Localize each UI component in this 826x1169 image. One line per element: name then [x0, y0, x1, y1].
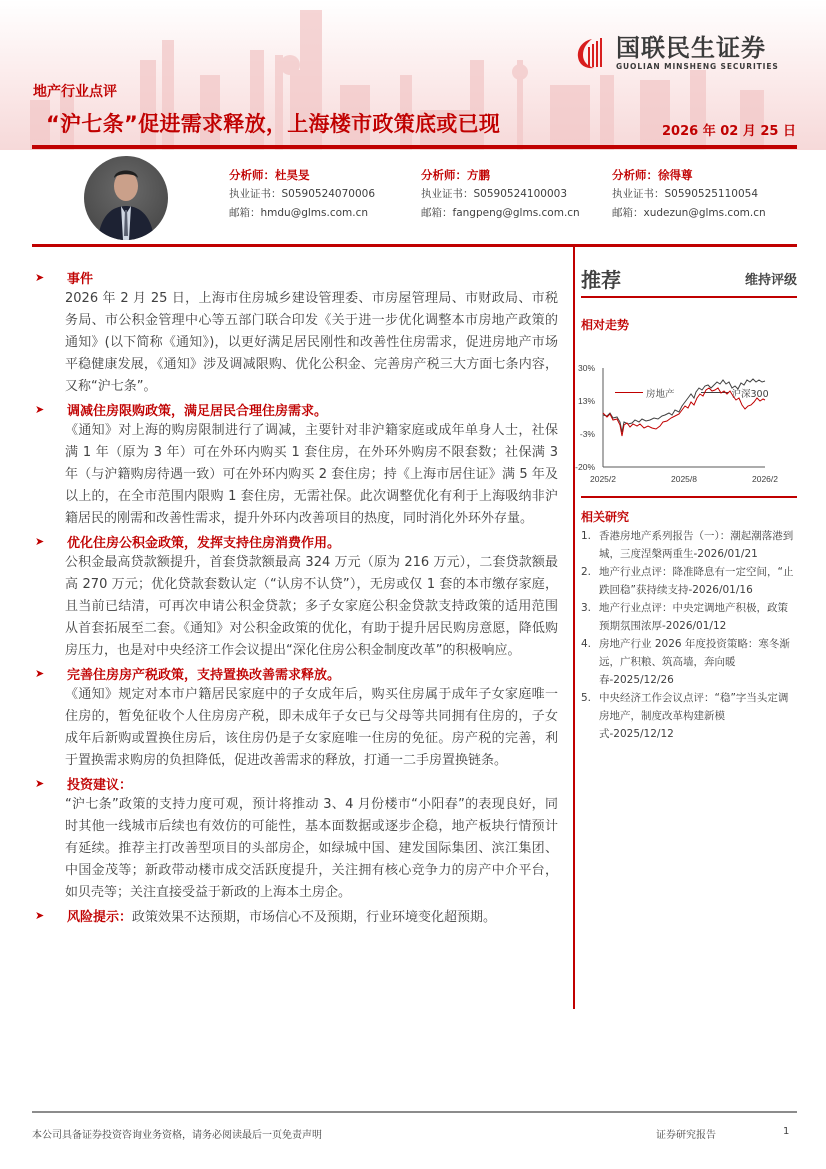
related-item[interactable]: 1. 香港房地产系列报告（一）：潮起潮落港到城，三度涅槃两重生-2026/01/21: [581, 530, 794, 560]
section-title: 优化住房公积金政策，发挥支持住房消费作用。: [67, 535, 341, 551]
section-body: “沪七条”政策的支持力度可观，预计将推动 3、4 月份楼市“小阳春”的表现良好，同时其他一线城市后续也有效仿的可能性，基本面数据或逐步企稳，地产板块行情预计有延续。推荐主打改善型项目的头部房企，如绿城中国、建发国际集团、滨江集团、中国金茂等；新政带动楼市成交活跃度提升，关注拥有核心竞争力的房产中介平台，如贝壳等；关注直接受益于新政的上海本土房企。: [65, 797, 558, 900]
footer-divider: [32, 1111, 797, 1113]
analyst-divider: [32, 244, 797, 247]
section-event: [33, 266, 558, 398]
legend-label: 沪深300: [731, 388, 769, 400]
related-list: [581, 527, 797, 743]
analyst-email[interactable]: 邮箱：hmdu@glms.com.cn: [229, 207, 369, 219]
section-property-tax: [33, 662, 558, 772]
section-investment-advice: [33, 772, 558, 904]
y-tick: 30%: [577, 363, 595, 373]
arrow-bullet-icon: ➤: [35, 270, 45, 284]
related-item[interactable]: 5. 中央经济工作会议点评：“稳”字当头定调房地产，制度改革构建新模式-2025/12/12: [581, 692, 789, 740]
report-title: “沪七条”促进需求释放，上海楼市政策底或已现: [46, 112, 501, 136]
section-title: 投资建议：: [67, 777, 133, 793]
sidebar-divider: [581, 496, 797, 498]
section-title: 调减住房限购政策，满足居民合理住房需求。: [67, 403, 328, 419]
x-tick: 2026/2: [752, 474, 778, 484]
section-risk: [33, 904, 558, 926]
analyst-name: 分析师：方鹏: [421, 168, 490, 182]
analyst-name: 分析师：杜昊旻: [229, 168, 310, 182]
analyst-avatar: [84, 156, 168, 240]
logo-english-name: GUOLIAN MINSHENG SECURITIES: [616, 62, 779, 71]
section-purchase-restriction: [33, 398, 558, 530]
section-title: 事件: [67, 271, 94, 287]
y-tick: 13%: [577, 396, 595, 406]
rating-value: 推荐: [581, 267, 621, 292]
page-number: 1: [783, 1126, 790, 1137]
risk-label: 风险提示：: [67, 909, 133, 925]
trend-title: 相对走势: [581, 317, 630, 332]
header-divider: [32, 145, 797, 149]
section-title: 完善住房房产税政策，支持置换改善需求释放。: [67, 667, 341, 683]
analyst-card: [421, 166, 580, 223]
section-body: 《通知》对上海的购房限制进行了调减，主要针对非沪籍家庭或成年单身人士，社保满 1 年（原为 3 年）可在外环内购买 1 套住房，在外环外购房不限套数；社保满 3 年（与沪籍购房待遇一致）可在外环内购买 2 套住房；持《上海市居住证》满 5 年及以上的，在全市范围内限购 1 套住房，无需社保。此次调整优化有利于上海吸纳非沪籍居民的刚需和改善性需求，提升外环内改善项目的热度，同时消化外环外存量。: [65, 423, 558, 526]
section-housing-fund: [33, 530, 558, 662]
related-item[interactable]: 3. 地产行业点评：中央定调地产积极，政策预期氛围浓厚-2026/01/12: [581, 602, 788, 632]
footer-disclaimer: 本公司具备证券投资咨询业务资格，请务必阅读最后一页免责声明: [32, 1130, 322, 1141]
legend-label: 房地产: [646, 388, 675, 400]
section-body: 公积金最高贷款额提升，首套贷款额最高 324 万元（原为 216 万元），二套贷款额最高 270 万元；优化贷款套数认定（“认房不认贷”），无房或仅 1 套的本市缴存家庭，且当前已结清，可再次申请公积金贷款；多子女家庭公积金贷款支持政策的适用范围从首套拓展至二套。《通知》对公积金政策的优化，有助于提升居民购房意愿，降低购房压力，也是对中央经济工作会议提出“深化住房公积金制度改革”的积极响应。: [65, 555, 558, 658]
arrow-bullet-icon: ➤: [35, 666, 45, 680]
y-tick: -20%: [575, 462, 595, 472]
report-date: 2026 年 02 月 25 日: [662, 124, 796, 139]
analyst-card: [612, 166, 766, 223]
logo-mark-icon: [574, 35, 610, 71]
y-tick: -3%: [579, 429, 595, 439]
person-photo-icon: [84, 156, 168, 240]
rating-row: [581, 258, 797, 298]
logo-chinese-name: 国联民生证券: [616, 34, 766, 62]
analyst-cert: 执业证书：S0590525110054: [612, 188, 759, 200]
rating-note: 维持评级: [744, 272, 797, 288]
section-body: 《通知》规定对本市户籍居民家庭中的子女成年后，购买住房属于成年子女家庭唯一住房的，暂免征收个人住房房产税，即未成年子女已与父母等共同拥有住房的，子女成年后新购或置换住房后，该住房仍是子女家庭唯一住房的免征。房产税的完善，利于置换需求购房的负担降低，促进改善需求的释放，打通一二手房置换链条。: [65, 687, 558, 768]
analyst-card: [229, 166, 375, 223]
analyst-cert: 执业证书：S0590524070006: [229, 188, 376, 200]
related-item[interactable]: 2. 地产行业点评：降准降息有一定空间，“止跌回稳”获持续支持-2026/01/16: [581, 566, 794, 596]
main-content: [33, 266, 558, 926]
arrow-bullet-icon: ➤: [35, 776, 45, 790]
related-item[interactable]: 4. 房地产行业 2026 年度投资策略：寒冬渐远，广积粮、筑高墙，奔向暖春-2025/12/26: [581, 638, 790, 686]
related-research: [581, 508, 797, 743]
arrow-bullet-icon: ➤: [35, 908, 45, 922]
analyst-cert: 执业证书：S0590524100003: [421, 188, 568, 200]
analyst-email[interactable]: 邮箱：fangpeng@glms.com.cn: [421, 207, 580, 219]
section-body: 2026 年 2 月 25 日，上海市住房城乡建设管理委、市房屋管理局、市财政局、市税务局、市公积金管理中心等五部门联合印发《关于进一步优化调整本市房地产政策的通知》(以下简称《通知》)，以更好满足居民刚性和改善性住房需求，促进房地产市场平稳健康发展，《通知》涉及调减限购、优化公积金、完善房产税三大方面七条内容，又称“沪七条”。: [65, 291, 558, 394]
analyst-name: 分析师：徐得尊: [612, 168, 693, 182]
trend-line-chart: [575, 358, 797, 490]
report-category: 地产行业点评: [33, 84, 117, 100]
risk-text: 政策效果不达预期，市场信心不及预期，行业环境变化超预期。: [132, 909, 497, 925]
footer-doc-type: 证券研究报告: [656, 1130, 716, 1141]
analyst-email[interactable]: 邮箱：xudezun@glms.com.cn: [612, 207, 766, 219]
sidebar: [575, 258, 797, 740]
arrow-bullet-icon: ➤: [35, 402, 45, 416]
related-title: 相关研究: [581, 510, 630, 524]
company-logo: [574, 28, 804, 78]
x-tick: 2025/2: [590, 474, 616, 484]
arrow-bullet-icon: ➤: [35, 534, 45, 548]
x-tick: 2025/8: [671, 474, 697, 484]
